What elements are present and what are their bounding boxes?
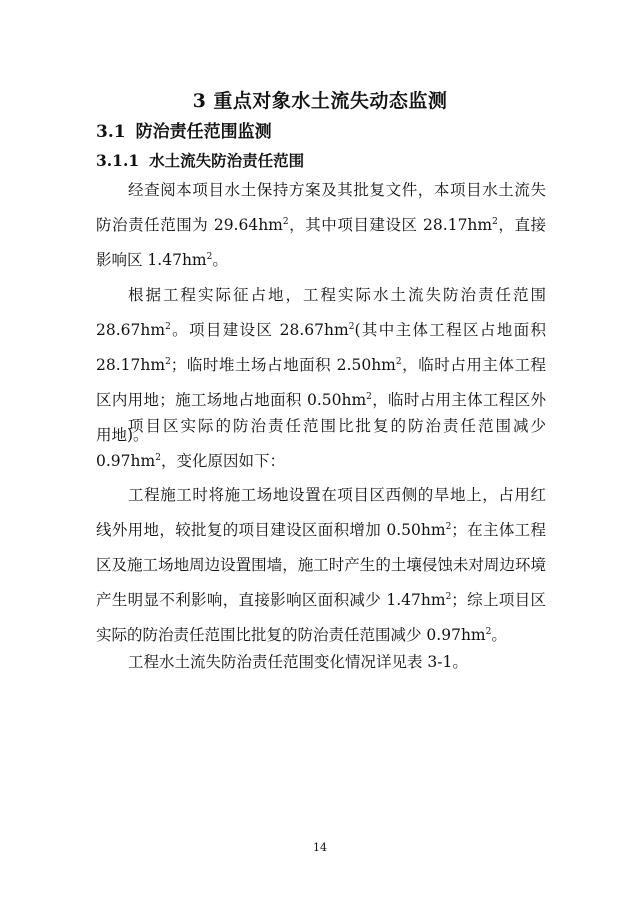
text-segment: 项目区实际的防治责任范围比批复的防治责任范围减少 0.97hm (96, 417, 546, 470)
superscript: 2 (366, 391, 372, 402)
chapter-heading: 3 重点对象水土流失动态监测 (192, 90, 448, 112)
subsection-title: 水土流失防治责任范围 (149, 151, 305, 170)
superscript: 2 (282, 216, 289, 227)
page-number: 14 (313, 841, 327, 854)
superscript: 2 (165, 321, 171, 332)
paragraph-original-scope (96, 173, 546, 278)
superscript: 2 (348, 321, 355, 332)
superscript: 2 (206, 251, 213, 262)
superscript: 2 (445, 521, 452, 532)
text-segment: 。项目建设区 28.67hm (170, 321, 349, 339)
superscript: 2 (395, 356, 402, 367)
section-number: 3.1 (96, 122, 126, 142)
text-segment: 。 (491, 626, 507, 644)
text-segment: 工程水土流失防治责任范围变化情况详见表 3-1。 (128, 653, 468, 671)
text-segment: ；综上项目区实际的防治责任范围比批复的防治责任范围减少 0.97hm (96, 591, 546, 644)
superscript: 2 (165, 356, 171, 367)
text-segment: ，直接影响区 1.47hm (96, 216, 546, 269)
paragraph-table-reference (96, 645, 546, 680)
section-heading (96, 117, 272, 142)
text-segment: 。 (212, 251, 228, 269)
paragraph-reduction (96, 409, 546, 479)
text-segment: (其中主体工程区占地面积 28.17hm (96, 321, 546, 374)
text-segment: ，其中项目建设区 28.17hm (288, 216, 493, 234)
section-title: 防治责任范围监测 (135, 122, 272, 142)
text-segment: ，临时占用主体工程区外用地)。 (96, 391, 546, 444)
superscript: 2 (485, 626, 492, 637)
paragraph-reasons (96, 478, 546, 653)
superscript: 2 (155, 452, 161, 463)
superscript: 2 (445, 591, 452, 602)
superscript: 2 (492, 216, 498, 227)
text-segment: ；在主体工程区及施工场地周边设置围墙，施工时产生的土壤侵蚀未对周边环境产生明显不利影响，直接影响区面积减少 1.47hm (96, 521, 546, 609)
text-segment: 工程施工时将施工场地设置在项目区西侧的旱地上，占用红线外用地，较批复的项目建设区面积增加 0.50hm (96, 486, 546, 539)
text-segment: 经查阅本项目水土保持方案及其批复文件，本项目水土流失防治责任范围为 29.64hm (96, 181, 546, 234)
subsection-heading (96, 149, 304, 171)
text-segment: ，临时占用主体工程区内用地；施工场地占地面积 0.50hm (96, 356, 546, 409)
text-segment: ；临时堆土场占地面积 2.50hm (170, 356, 396, 374)
text-segment: ，变化原因如下： (160, 452, 285, 470)
subsection-number: 3.1.1 (96, 151, 140, 170)
text-segment: 根据工程实际征占地，工程实际水土流失防治责任范围 28.67hm (96, 286, 546, 339)
